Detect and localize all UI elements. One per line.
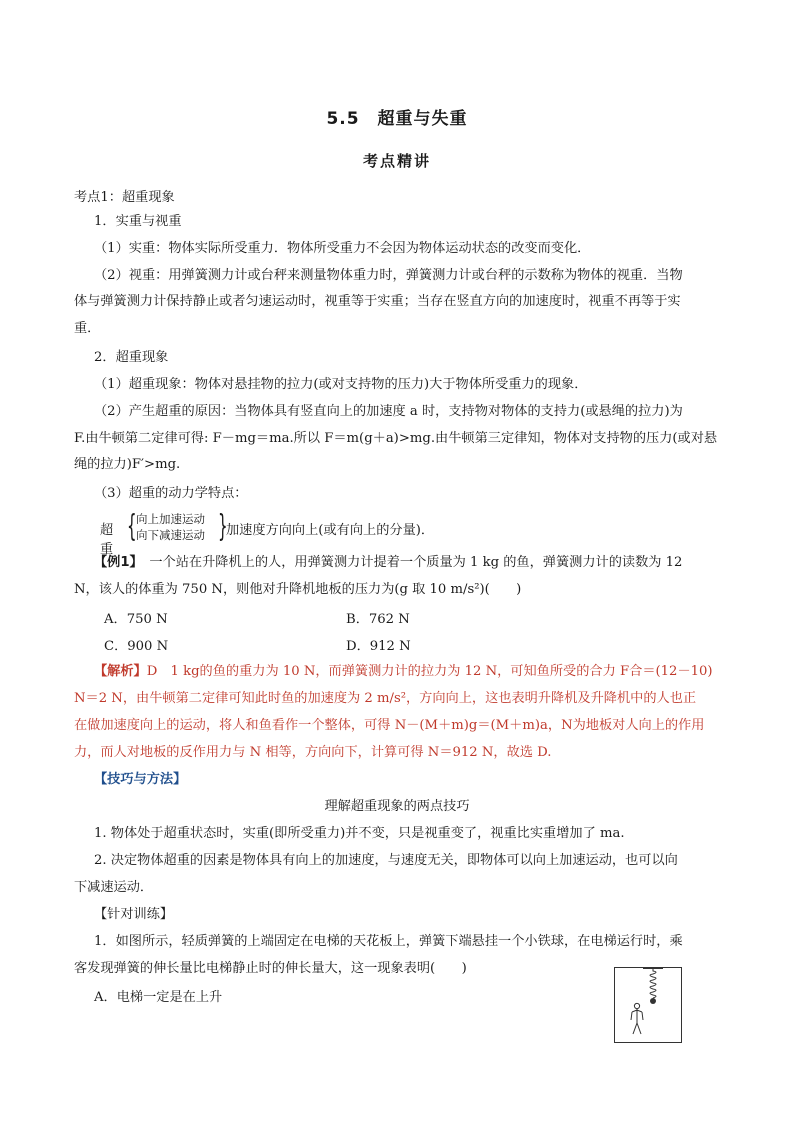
right-brace-icon: } [218, 509, 228, 544]
option-d: D．912 N [346, 639, 411, 654]
question-1-cont: 客发现弹簧的伸长量比电梯静止时的伸长量大，这一现象表明( ) [74, 961, 467, 976]
page-title: 5.5 超重与失重 [326, 109, 468, 129]
tips-item-1: 1. 物体处于超重状态时，实重(即所受重力)并不变，只是视重变了，视重比实重增加了 ma. [94, 826, 625, 841]
brace-word: 超重 [100, 523, 114, 557]
example-text: 一个站在升降机上的人，用弹簧测力计提着一个质量为 1 kg 的鱼，弹簧测力计的读数为 12 [136, 555, 683, 570]
paragraph: （1）超重现象：物体对悬挂物的拉力(或对支持物的压力)大于物体所受重力的现象． [94, 377, 588, 392]
paragraph: （3）超重的动力学特点： [94, 486, 248, 501]
section-heading-1: 1．实重与视重 [94, 214, 182, 229]
brace-top-case: 向上加速运动 [136, 512, 205, 526]
paragraph: 体与弹簧测力计保持静止或者匀速运动时，视重等于实重；当存在竖直方向的加速度时，视重不再等于实 [74, 294, 681, 309]
solution-line-3: 在做加速度向上的运动，将人和鱼看作一个整体，可得 N－(M＋m)g＝(M＋m)a，N为地板对人向上的作用 [74, 718, 705, 733]
page-subtitle: 考点精讲 [362, 152, 431, 170]
training-label: 【针对训练】 [94, 907, 174, 922]
section-heading-2: 2．超重现象 [94, 350, 169, 365]
paragraph: 重． [74, 321, 101, 336]
tips-item-2: 2. 决定物体超重的因素是物体具有向上的加速度，与速度无关，即物体可以向上加速运动，也可以向 [94, 853, 678, 868]
brace-bottom-case: 向下减速运动 [136, 528, 205, 542]
paragraph: （2）视重：用弹簧测力计或台秤来测量物体重力时，弹簧测力计或台秤的示数称为物体的视重．当物 [94, 268, 683, 283]
elevator-spring-icon [615, 968, 681, 1042]
question-1: 1．如图所示，轻质弹簧的上端固定在电梯的天花板上，弹簧下端悬挂一个小铁球，在电梯运行时，乘 [94, 934, 683, 949]
solution-label: 【解析】 [94, 664, 147, 679]
paragraph: 绳的拉力)F′>mg. [74, 457, 181, 472]
paragraph: （1）实重：物体实际所受重力．物体所受重力不会因为物体运动状态的改变而变化． [94, 241, 591, 256]
example-line [94, 553, 754, 572]
option-c: C．900 N [104, 639, 169, 654]
solution-line [94, 662, 754, 681]
left-brace-icon: { [127, 509, 137, 544]
tips-label: 【技巧与方法】 [94, 772, 187, 787]
example-label: 【例1】 [94, 555, 137, 570]
paragraph: （2）产生超重的原因：当物体具有竖直向上的加速度 a 时，支持物对物体的支持力(或悬绳的拉力)为 [94, 404, 683, 419]
option-a: A．750 N [104, 612, 168, 627]
example-line-2: N，该人的体重为 750 N，则他对升降机地板的压力为(g 取 10 m/s²)( ) [74, 582, 522, 597]
solution-line-4: 力，而人对地板的反作用力与 N 相等，方向向下，计算可得 N＝912 N，故选 D. [74, 745, 552, 760]
option-b: B．762 N [346, 612, 410, 627]
brace-conclusion: 加速度方向向上(或有向上的分量)． [226, 523, 435, 538]
elevator-figure [614, 967, 682, 1043]
paragraph: F.由牛顿第二定律可得: F－mg＝ma.所以 F＝m(g＋a)>mg.由牛顿第三定律知，物体对支持物的压力(或对悬 [74, 431, 718, 446]
solution-text: D 1 kg的鱼的重力为 10 N，而弹簧测力计的拉力为 12 N，可知鱼所受的合力 F合＝(12－10) [146, 664, 713, 679]
tips-item-2-cont: 下减速运动． [74, 880, 154, 895]
topic-heading: 考点1：超重现象 [74, 190, 175, 205]
question-1-option-a: A．电梯一定是在上升 [94, 990, 223, 1005]
tips-heading: 理解超重现象的两点技巧 [324, 799, 470, 814]
solution-line-2: N＝2 N，由牛顿第二定律可知此时鱼的加速度为 2 m/s²，方向向上，这也表明升降机及升降机中的人也正 [74, 691, 697, 706]
